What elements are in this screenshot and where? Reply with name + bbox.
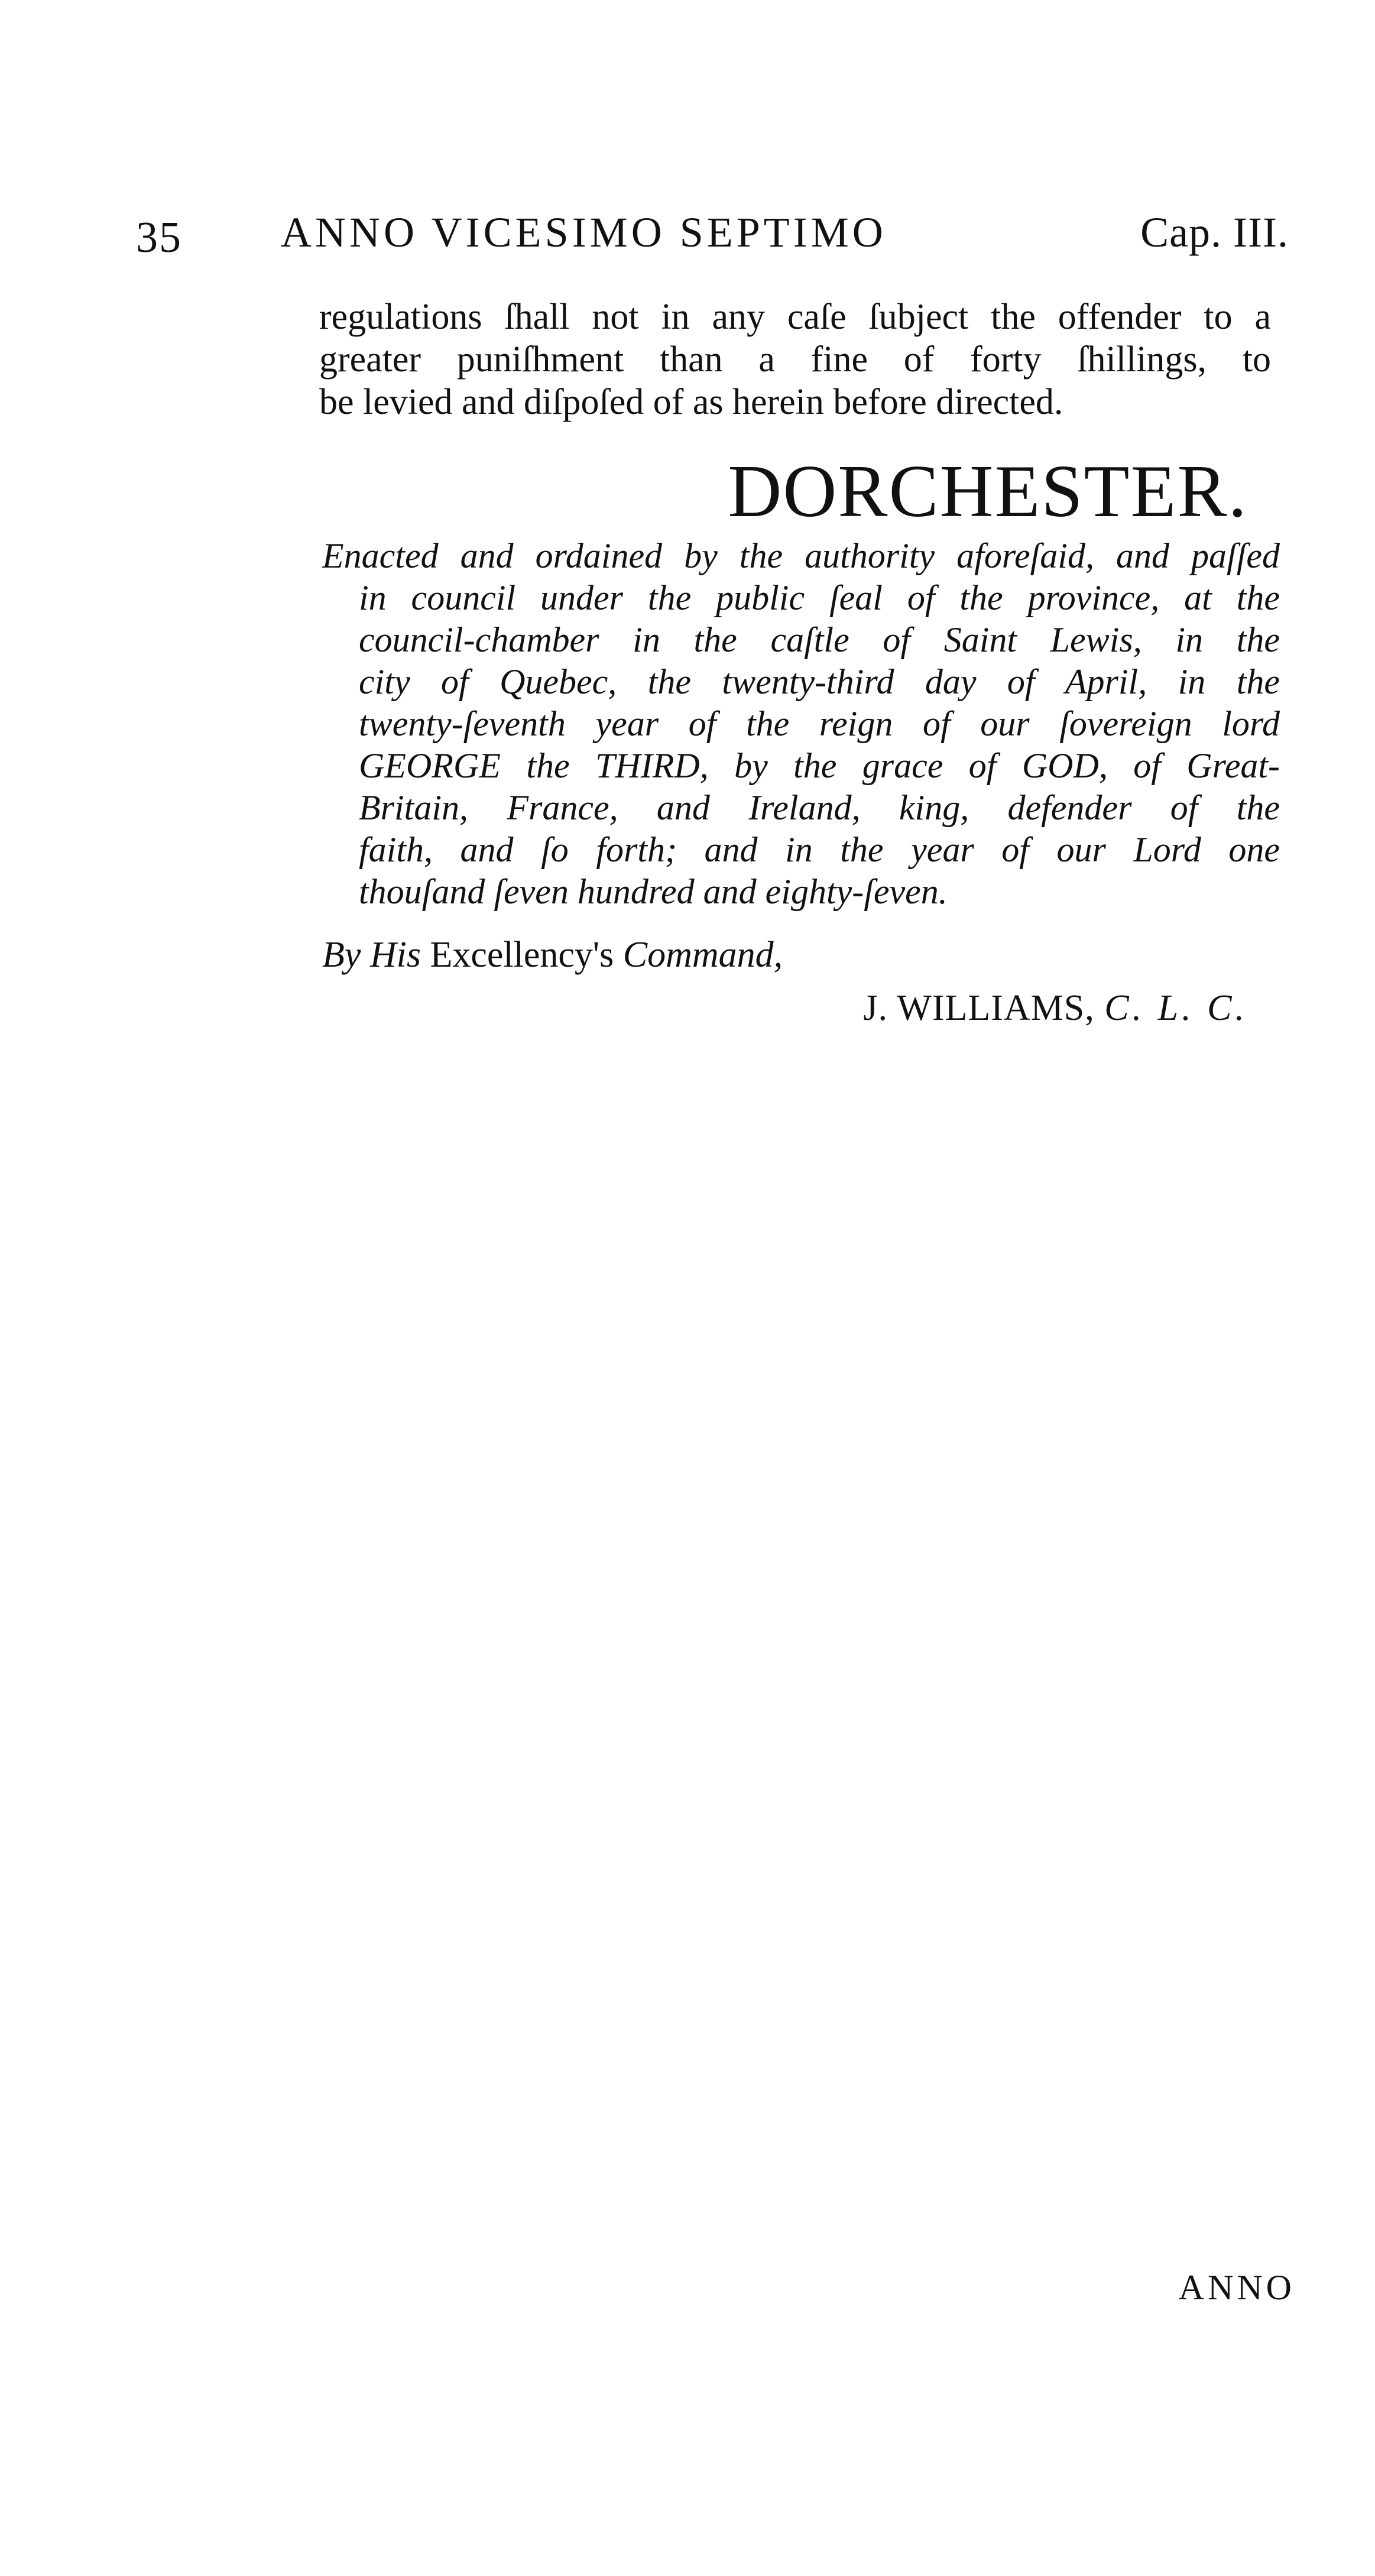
chapter-label: Cap. III. (1140, 209, 1289, 256)
body-paragraph (319, 296, 1271, 423)
command-prefix: By His (322, 935, 421, 975)
enactment-line: twenty-ſeventh year of the reign of our ſovereign lord (359, 704, 1280, 743)
page-number: 35 (136, 213, 182, 262)
enactment-line: thouſand ſeven hundred and eighty-ſeven. (359, 872, 948, 911)
body-line: be levied and diſpoſed of as herein before directed. (319, 382, 1063, 422)
command-suffix: Command, (622, 935, 783, 975)
enactment-line: in council under the public ſeal of the province, at the (359, 578, 1280, 617)
governor-signature: DORCHESTER. (728, 451, 1248, 533)
enactment-line: faith, and ſo forth; and in the year of our Lord one (359, 830, 1280, 869)
secretary-title: C. L. C. (1104, 988, 1248, 1028)
body-line: regulations ſhall not in any caſe ſubject the offender to a (319, 297, 1271, 337)
command-line (322, 934, 783, 976)
secretary-signature (863, 987, 1248, 1029)
body-line: greater puniſhment than a fine of forty ſhillings, to (319, 339, 1271, 380)
enactment-line: city of Quebec, the twenty-third day of April, in the (359, 662, 1280, 701)
catchword: ANNO (1178, 2268, 1295, 2307)
enactment-line: council-chamber in the caſtle of Saint Lewis, in the (359, 620, 1280, 659)
secretary-name: J. WILLIAMS, (863, 988, 1095, 1028)
running-header (136, 201, 1289, 266)
enactment-clause (322, 535, 1280, 913)
enactment-line: Enacted and ordained by the authority aforeſaid, and paſſed (322, 536, 1280, 575)
enactment-line: GEORGE the THIRD, by the grace of GOD, of Great- (359, 746, 1280, 785)
command-middle: Excellency's (430, 935, 614, 975)
running-title: ANNO VICESIMO SEPTIMO (281, 209, 887, 256)
enactment-line: Britain, France, and Ireland, king, defender of the (359, 788, 1280, 827)
